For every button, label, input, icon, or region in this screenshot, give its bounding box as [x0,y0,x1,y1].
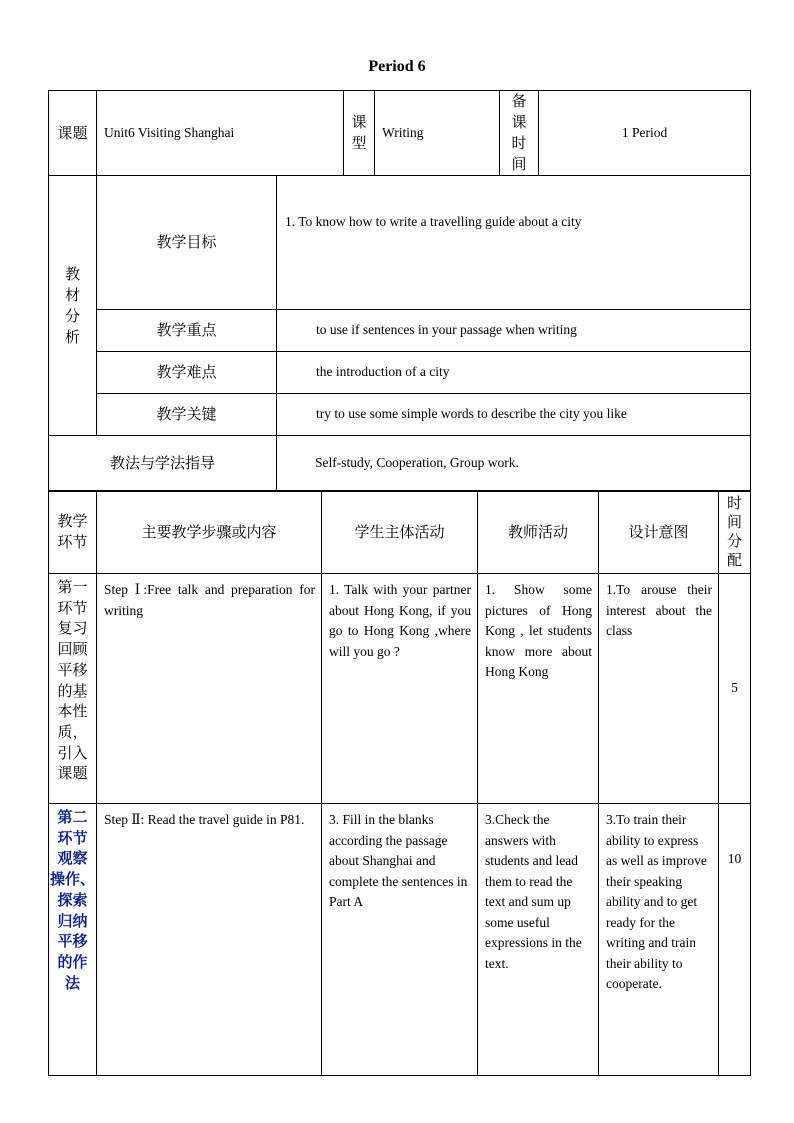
analysis-value: the introduction of a city [277,352,751,394]
topic-label: 课题 [49,91,97,176]
procedure-table [48,490,751,1076]
analysis-section-label: 教 材 分 析 [49,176,97,436]
analysis-value: try to use some simple words to describe the city you like [277,394,751,436]
method-label: 教法与学法指导 [49,436,277,492]
procedure-row [49,804,751,1076]
step-content: Step Ⅰ:Free talk and preparation for writing [97,574,322,804]
analysis-value: 1. To know how to write a travelling guide about a city [277,176,751,310]
procedure-row [49,574,751,804]
prep-label: 备 课 时 间 [500,91,539,176]
time-allocation: 10 [719,804,751,1076]
stage-label: 第二 环节 观察 操作、 探索 归纳 平移 的作 法 [49,804,97,1076]
method-row [49,436,751,492]
method-value: Self-study, Cooperation, Group work. [277,436,751,492]
analysis-label: 教学目标 [97,176,277,310]
stage-label: 第一 环节 复习 回顾 平移 的基 本性 质， 引入 课题 [49,574,97,804]
prep-value: 1 Period [539,91,751,176]
analysis-value: to use if sentences in your passage when writing [277,310,751,352]
stage-header: 教学 环节 [49,491,97,574]
design-intent: 1.To arouse their interest about the class [599,574,719,804]
design-intent: 3.To train their ability to express as well as improve their speaking ability and to get ready for the writing and train their ability to cooperate. [599,804,719,1076]
teacher-activity: 1. Show some pictures of Hong Kong , let students know more about Hong Kong [478,574,599,804]
type-label: 课 型 [344,91,375,176]
analysis-row [49,176,751,310]
header-row [49,91,751,176]
teacher-header: 教师活动 [478,491,599,574]
page-title: Period 6 [368,58,426,75]
student-activity: 3. Fill in the blanks according the passage about Shanghai and complete the sentences in Part A [322,804,478,1076]
analysis-label: 教学关键 [97,394,277,436]
lesson-info-table [48,90,751,492]
content-header: 主要教学步骤或内容 [97,491,322,574]
procedure-header-row [49,491,751,574]
analysis-label: 教学难点 [97,352,277,394]
type-value: Writing [375,91,500,176]
teacher-activity: 3.Check the answers with students and lead them to read the text and sum up some useful expressions in the text. [478,804,599,1076]
student-header: 学生主体活动 [322,491,478,574]
analysis-row [49,310,751,352]
time-allocation: 5 [719,574,751,804]
student-activity: 1. Talk with your partner about Hong Kong, if you go to Hong Kong ,where will you go ? [322,574,478,804]
topic-value: Unit6 Visiting Shanghai [97,91,344,176]
design-header: 设计意图 [599,491,719,574]
analysis-row [49,352,751,394]
step-content: Step Ⅱ: Read the travel guide in P81. [97,804,322,1076]
analysis-label: 教学重点 [97,310,277,352]
analysis-row [49,394,751,436]
time-header: 时 间 分 配 [719,491,751,574]
